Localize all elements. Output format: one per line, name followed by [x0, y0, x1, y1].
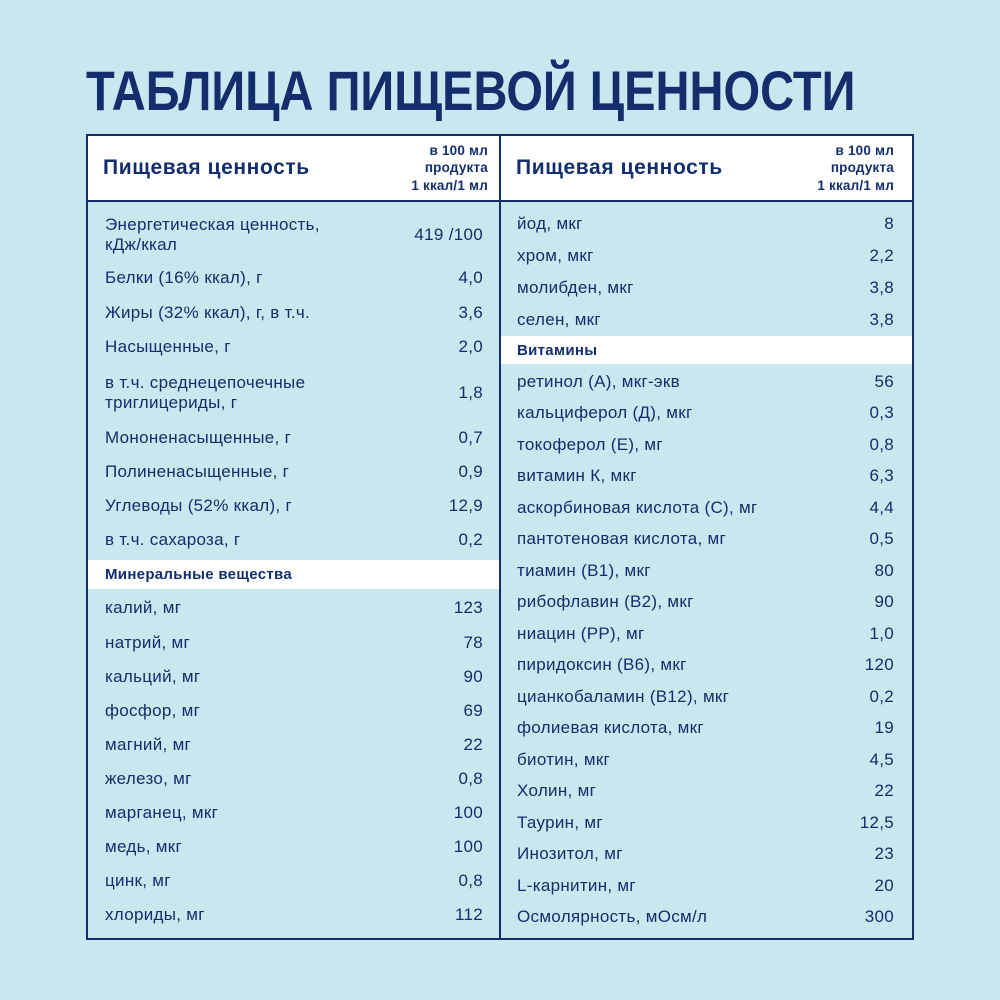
nutrient-name: Таурин, мг — [517, 812, 603, 832]
column-header-unit: в 100 мл продукта 1 ккал/1 мл — [817, 142, 894, 193]
nutrient-value: 0,9 — [458, 462, 483, 481]
nutrient-name: хлориды, мг — [105, 905, 205, 924]
nutrient-name: фосфор, мг — [105, 701, 201, 720]
table-row — [88, 694, 499, 728]
nutrient-name: Жиры (32% ккал), г, в т.ч. — [105, 302, 311, 322]
column-header-label: Пищевая ценность — [103, 156, 310, 179]
table-row — [501, 555, 912, 587]
table-row — [501, 618, 912, 650]
nutrient-name: кальций, мг — [105, 667, 201, 686]
table-row — [88, 864, 499, 898]
nutrient-value: 23 — [874, 844, 894, 864]
nutrient-value: 90 — [463, 667, 483, 686]
table-column-right — [501, 136, 912, 938]
nutrient-name: цианкобаламин (В12), мкг — [517, 686, 730, 706]
nutrient-name: селен, мкг — [517, 310, 601, 329]
table-row — [88, 898, 499, 932]
table-row — [501, 776, 912, 808]
page-title: ТАБЛИЦА ПИЩЕВОЙ ЦЕННОСТИ — [86, 59, 856, 122]
section-header-minerals: Минеральные вещества — [88, 560, 499, 589]
section-header-vitamins: Витамины — [501, 336, 912, 364]
table-row — [501, 870, 912, 902]
nutrient-value: 123 — [453, 597, 483, 617]
nutrient-value: 12,9 — [448, 496, 483, 515]
table-row — [88, 261, 499, 295]
table-row — [501, 650, 912, 682]
table-row — [88, 589, 499, 626]
column-header — [88, 136, 499, 202]
table-row — [501, 429, 912, 461]
table-column-left — [88, 136, 499, 938]
nutrient-value: 300 — [864, 907, 894, 927]
table-row — [88, 762, 499, 796]
nutrient-name: Белки (16% ккал), г — [105, 268, 263, 287]
nutrient-value: 20 — [874, 875, 894, 895]
table-row — [88, 455, 499, 489]
nutrient-value: 0,2 — [458, 530, 483, 549]
nutrient-name: молибден, мкг — [517, 278, 634, 297]
nutrient-value: 56 — [874, 371, 894, 391]
table-row — [88, 421, 499, 455]
nutrient-value: 2,0 — [458, 337, 483, 356]
table-row — [88, 202, 499, 261]
nutrient-value: 1,0 — [869, 623, 894, 643]
nutrient-value: 78 — [463, 633, 483, 652]
nutrient-name: Энергетическая ценность, кДж/ккал — [105, 214, 320, 254]
nutrient-name: пантотеновая кислота, мг — [517, 529, 727, 549]
table-row — [88, 728, 499, 762]
nutrient-value: 4,5 — [869, 749, 894, 769]
table-row — [501, 681, 912, 713]
nutrient-value: 419 /100 — [414, 224, 483, 244]
table-row — [501, 366, 912, 398]
nutrient-name: железо, мг — [105, 769, 192, 788]
nutrient-value: 100 — [453, 837, 483, 856]
nutrient-value: 80 — [874, 560, 894, 580]
nutrient-name: L-карнитин, мг — [517, 875, 636, 895]
nutrient-value: 3,6 — [458, 302, 483, 322]
nutrient-name: фолиевая кислота, мкг — [517, 718, 704, 738]
table-row — [501, 492, 912, 524]
column-header-label: Пищевая ценность — [516, 156, 723, 179]
nutrient-name: аскорбиновая кислота (С), мг — [517, 497, 758, 517]
table-row — [88, 295, 499, 330]
nutrient-value: 0,3 — [869, 403, 894, 423]
table-row — [501, 240, 912, 272]
nutrient-value: 12,5 — [859, 812, 894, 832]
nutrient-name: Насыщенные, г — [105, 337, 231, 356]
nutrient-value: 4,0 — [458, 268, 483, 287]
table-row — [88, 523, 499, 560]
table-row — [501, 587, 912, 619]
table-row — [501, 398, 912, 430]
nutrient-name: ретинол (А), мкг-экв — [517, 371, 680, 391]
nutrient-name: Осмолярность, мОсм/л — [517, 907, 708, 927]
nutrient-value: 0,8 — [869, 434, 894, 454]
table-row — [88, 330, 499, 364]
table-row — [88, 489, 499, 523]
table-row — [501, 304, 912, 336]
nutrient-value: 3,8 — [869, 310, 894, 329]
table-row — [501, 839, 912, 871]
table-row — [88, 364, 499, 421]
nutrient-value: 22 — [874, 781, 894, 801]
nutrient-value: 100 — [453, 803, 483, 822]
nutrient-value: 6,3 — [869, 466, 894, 486]
nutrient-value: 8 — [884, 214, 894, 233]
table-row — [501, 744, 912, 776]
nutrient-value: 112 — [454, 905, 483, 924]
table-row — [501, 524, 912, 556]
nutrient-value: 3,8 — [869, 278, 894, 297]
table-row — [88, 830, 499, 864]
table-row — [88, 626, 499, 660]
nutrient-value: 0,5 — [869, 529, 894, 549]
nutrient-name: в т.ч. среднецепочечные триглицериды, г — [105, 372, 306, 412]
nutrient-value: 19 — [874, 718, 894, 738]
nutrient-name: марганец, мкг — [105, 803, 219, 822]
column-header-unit: в 100 мл продукта 1 ккал/1 мл — [411, 142, 488, 193]
nutrient-name: биотин, мкг — [517, 749, 611, 769]
nutrient-value: 0,7 — [458, 428, 483, 447]
table-row — [88, 796, 499, 830]
nutrient-value: 120 — [864, 655, 894, 675]
nutrient-name: Мононенасыщенные, г — [105, 428, 292, 447]
nutrient-value: 1,8 — [458, 382, 483, 402]
nutrient-name: витамин К, мкг — [517, 466, 637, 486]
nutrient-value: 22 — [463, 735, 483, 754]
nutrient-name: рибофлавин (В2), мкг — [517, 592, 694, 612]
table-row — [501, 807, 912, 839]
table-row — [501, 461, 912, 493]
nutrient-name: ниацин (РР), мг — [517, 623, 645, 643]
nutrient-value: 2,2 — [869, 246, 894, 265]
nutrient-name: Углеводы (52% ккал), г — [105, 496, 292, 515]
nutrient-name: калий, мг — [105, 597, 182, 617]
nutrient-value: 4,4 — [869, 497, 894, 517]
nutrient-value: 0,2 — [869, 686, 894, 706]
nutrient-name: токоферол (Е), мг — [517, 434, 663, 454]
nutrient-name: в т.ч. сахароза, г — [105, 530, 241, 549]
nutrient-name: тиамин (В1), мкг — [517, 560, 651, 580]
nutrient-name: натрий, мг — [105, 633, 191, 652]
nutrient-value: 0,8 — [458, 871, 483, 890]
nutrient-name: хром, мкг — [517, 246, 594, 265]
table-row — [501, 272, 912, 304]
nutrient-name: кальциферол (Д), мкг — [517, 403, 693, 423]
nutrient-name: пиридоксин (В6), мкг — [517, 655, 687, 675]
nutrient-name: Полиненасыщенные, г — [105, 462, 290, 481]
nutrient-name: йод, мкг — [517, 214, 583, 233]
nutrient-name: Инозитол, мг — [517, 844, 623, 864]
nutrient-value: 90 — [874, 592, 894, 612]
nutrient-name: медь, мкг — [105, 837, 183, 856]
nutrient-name: магний, мг — [105, 735, 192, 754]
nutrition-table — [86, 134, 914, 940]
table-row — [88, 660, 499, 694]
table-row — [501, 902, 912, 934]
nutrient-value: 69 — [463, 701, 483, 720]
nutrient-value: 0,8 — [458, 769, 483, 788]
table-row — [501, 208, 912, 240]
nutrient-name: Холин, мг — [517, 781, 597, 801]
table-row — [501, 713, 912, 745]
nutrient-name: цинк, мг — [105, 871, 171, 890]
column-header — [501, 136, 912, 202]
